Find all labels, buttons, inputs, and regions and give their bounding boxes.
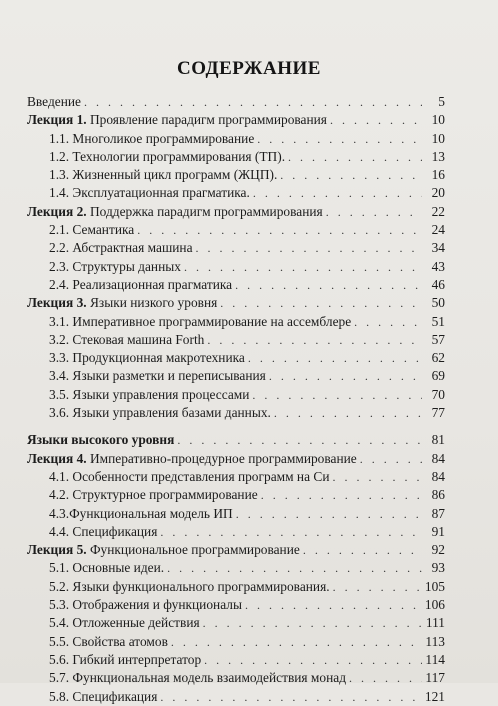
toc-entry-text: Проявление парадигм программирования <box>86 112 327 128</box>
toc-entry-title <box>27 688 157 706</box>
toc-entry-title <box>27 203 323 221</box>
toc-subsection-row <box>27 221 445 239</box>
toc-subsection-row <box>27 523 445 541</box>
toc-entry-text: 3.1. Императивное программирование на ассемблере <box>49 313 352 329</box>
toc-subsection-row <box>27 166 445 184</box>
toc-entry-title <box>27 431 174 449</box>
toc-subsection-row <box>27 313 445 331</box>
toc-subsection-row <box>27 349 445 367</box>
toc-entry-title <box>27 276 232 294</box>
toc-subsection-row <box>27 633 445 651</box>
toc-page-number: 84 <box>431 468 445 484</box>
toc-entry-title <box>27 313 351 331</box>
toc-page-number: 51 <box>431 313 445 329</box>
toc-dot-leader <box>288 148 422 166</box>
toc-page-number: 114 <box>425 651 445 667</box>
toc-dot-leader <box>177 431 422 449</box>
toc-entry-text: 5.4. Отложенные действия <box>49 615 200 631</box>
toc-page-number: 10 <box>431 130 445 146</box>
toc-dot-leader <box>171 633 422 651</box>
toc-dot-leader <box>220 294 422 312</box>
toc-entry-title <box>27 184 250 202</box>
toc-dot-leader <box>269 367 422 385</box>
toc-page-number: 121 <box>424 688 445 704</box>
toc-subsection-row <box>27 276 445 294</box>
toc-page-number: 57 <box>431 331 445 347</box>
toc-entry-bold-prefix: Лекция 5. <box>27 542 87 558</box>
toc-section-row <box>27 294 445 312</box>
toc-page-number: 105 <box>424 578 445 594</box>
toc-page-number: 93 <box>431 560 445 576</box>
toc-dot-leader <box>326 203 422 221</box>
toc-subsection-row <box>27 578 445 596</box>
toc-entry-text: Введение <box>27 94 81 109</box>
toc-entry-title <box>27 450 357 468</box>
toc-dot-leader <box>204 651 422 669</box>
toc-entry-title <box>27 523 157 541</box>
toc-entry-title <box>27 404 271 422</box>
toc-subsection-row <box>27 468 445 486</box>
toc-entry-text: 5.2. Языки функционального программирования. <box>49 578 330 594</box>
toc-entry-title <box>27 651 201 669</box>
toc-entry-title <box>27 614 200 632</box>
toc-dot-leader <box>160 523 422 541</box>
toc-subsection-row <box>27 669 445 687</box>
toc-page-number: 117 <box>425 670 445 686</box>
toc-dot-leader <box>184 258 422 276</box>
toc-entry-title <box>27 221 134 239</box>
table-of-contents <box>27 93 445 706</box>
toc-page-number: 81 <box>431 432 445 448</box>
toc-page-number: 46 <box>431 276 445 292</box>
toc-entry-text: 5.5. Свойства атомов <box>49 633 168 649</box>
toc-dot-leader <box>196 239 422 257</box>
toc-page-number: 34 <box>431 240 445 256</box>
toc-subsection-row <box>27 148 445 166</box>
toc-entry-text: 5.3. Отображения и функционалы <box>49 597 242 613</box>
toc-page-number: 62 <box>431 350 445 366</box>
toc-entry-title <box>27 468 329 486</box>
toc-dot-leader <box>332 468 422 486</box>
toc-entry-text: 3.5. Языки управления процессами <box>49 386 250 402</box>
toc-entry-text: 5.7. Функциональная модель взаимодействия монад <box>49 670 347 686</box>
toc-dot-leader <box>235 276 422 294</box>
toc-dot-leader <box>245 596 422 614</box>
toc-page-number: 69 <box>431 368 445 384</box>
toc-page-number: 70 <box>431 386 445 402</box>
toc-dot-leader <box>330 111 422 129</box>
toc-page-number: 91 <box>431 523 445 539</box>
toc-section-row <box>27 203 445 221</box>
toc-subsection-row <box>27 184 445 202</box>
toc-page-number: 50 <box>431 295 445 311</box>
toc-subsection-row <box>27 239 445 257</box>
toc-entry-bold-prefix: Лекция 1. <box>27 112 87 128</box>
toc-subsection-row <box>27 258 445 276</box>
toc-entry-title <box>27 111 327 129</box>
toc-section-row <box>27 93 445 111</box>
toc-page-number: 84 <box>431 450 445 466</box>
toc-entry-text: 2.2. Абстрактная машина <box>49 240 193 256</box>
toc-page-number: 87 <box>431 505 445 521</box>
toc-page-number: 43 <box>431 258 445 274</box>
toc-entry-title <box>27 541 300 559</box>
toc-entry-text: 3.2. Стековая машина Forth <box>49 331 205 347</box>
toc-subsection-row <box>27 331 445 349</box>
toc-entry-text: 3.6. Языки управления базами данных. <box>49 405 271 421</box>
toc-entry-text: 4.2. Структурное программирование <box>49 487 258 503</box>
toc-dot-leader <box>257 130 422 148</box>
toc-subsection-row <box>27 596 445 614</box>
toc-page-number: 24 <box>431 222 445 238</box>
page-title: СОДЕРЖАНИЕ <box>177 58 321 79</box>
toc-entry-text: 3.3. Продукционная макротехника <box>49 350 245 366</box>
toc-dot-leader <box>160 688 422 706</box>
toc-entry-title <box>27 386 249 404</box>
toc-dot-leader <box>360 450 422 468</box>
toc-entry-text: 2.1. Семантика <box>49 222 135 238</box>
toc-entry-title <box>27 505 233 523</box>
toc-page-number: 111 <box>425 615 445 631</box>
toc-entry-text: 2.3. Структуры данных <box>49 258 181 274</box>
toc-dot-leader <box>274 404 422 422</box>
toc-entry-title <box>27 559 164 577</box>
toc-subsection-row <box>27 559 445 577</box>
toc-entry-text: Функциональное программирование <box>86 542 300 558</box>
toc-entry-text: 1.2. Технологии программирования (ТП). <box>49 148 286 164</box>
toc-entry-bold-prefix: Языки высокого уровня <box>27 432 175 448</box>
toc-page-number: 22 <box>431 203 445 219</box>
toc-page-number: 113 <box>425 633 445 649</box>
toc-entry-bold-prefix: Лекция 4. <box>27 450 87 466</box>
toc-dot-leader <box>280 166 422 184</box>
toc-subsection-row <box>27 486 445 504</box>
toc-page-number: 86 <box>431 487 445 503</box>
toc-page-number: 20 <box>431 185 445 201</box>
toc-entry-title <box>27 166 277 184</box>
toc-dot-leader <box>261 486 422 504</box>
toc-dot-leader <box>236 505 422 523</box>
toc-entry-text: 5.6. Гибкий интерпретатор <box>49 651 202 667</box>
toc-page-number: 10 <box>431 112 445 128</box>
toc-entry-title <box>27 130 254 148</box>
toc-subsection-row <box>27 386 445 404</box>
toc-entry-title <box>27 239 193 257</box>
toc-section-row <box>27 431 445 449</box>
toc-dot-leader <box>333 578 422 596</box>
toc-entry-title <box>27 367 266 385</box>
toc-entry-text: 3.4. Языки разметки и переписывания <box>49 368 266 384</box>
toc-entry-text: 5.1. Основные идеи. <box>49 560 165 576</box>
toc-entry-title <box>27 633 168 651</box>
toc-entry-text: 4.1. Особенности представления программ на Си <box>49 468 330 484</box>
toc-entry-bold-prefix: Лекция 2. <box>27 203 87 219</box>
toc-page-number: 92 <box>431 542 445 558</box>
toc-entry-title <box>27 578 330 596</box>
toc-dot-leader <box>349 669 422 687</box>
toc-entry-text: Поддержка парадигм программирования <box>86 203 323 219</box>
toc-section-row <box>27 450 445 468</box>
toc-section-row <box>27 111 445 129</box>
toc-subsection-row <box>27 651 445 669</box>
toc-entry-title <box>27 669 346 687</box>
toc-page-number: 13 <box>431 148 445 164</box>
toc-dot-leader <box>203 614 422 632</box>
toc-entry-text: 1.4. Эксплуатационная прагматика. <box>49 185 250 201</box>
toc-entry-title <box>27 93 81 111</box>
toc-dot-leader <box>354 313 422 331</box>
toc-entry-text: 1.1. Многоликое программирование <box>49 130 255 146</box>
toc-entry-text: 1.3. Жизненный цикл программ (ЖЦП). <box>49 167 278 183</box>
toc-dot-leader <box>167 559 422 577</box>
toc-entry-title <box>27 349 245 367</box>
toc-dot-leader <box>84 93 422 111</box>
toc-entry-text: 4.4. Спецификация <box>49 523 158 539</box>
toc-entry-text: Императивно-процедурное программирование <box>86 450 357 466</box>
toc-subsection-row <box>27 505 445 523</box>
toc-subsection-row <box>27 130 445 148</box>
toc-page-number: 16 <box>431 167 445 183</box>
toc-entry-title <box>27 486 258 504</box>
toc-dot-leader <box>137 221 422 239</box>
toc-entry-title <box>27 258 181 276</box>
toc-dot-leader <box>303 541 422 559</box>
toc-dot-leader <box>207 331 422 349</box>
toc-dot-leader <box>252 386 422 404</box>
toc-entry-text: 5.8. Спецификация <box>49 688 158 704</box>
toc-page-number: 106 <box>424 597 445 613</box>
toc-page-number: 5 <box>438 94 445 109</box>
toc-entry-bold-prefix: Лекция 3. <box>27 295 87 311</box>
toc-subsection-row <box>27 688 445 706</box>
toc-subsection-row <box>27 404 445 422</box>
toc-subsection-row <box>27 367 445 385</box>
toc-entry-title <box>27 294 217 312</box>
toc-dot-leader <box>248 349 422 367</box>
toc-dot-leader <box>253 184 422 202</box>
toc-entry-title <box>27 596 242 614</box>
toc-entry-title <box>27 148 285 166</box>
toc-entry-text: 2.4. Реализационная прагматика <box>49 276 233 292</box>
toc-entry-title <box>27 331 204 349</box>
toc-subsection-row <box>27 614 445 632</box>
toc-page-number: 77 <box>431 405 445 421</box>
toc-section-row <box>27 541 445 559</box>
toc-entry-text: Языки низкого уровня <box>86 295 218 311</box>
toc-entry-text: 4.3.Функциональная модель ИП <box>49 505 233 521</box>
